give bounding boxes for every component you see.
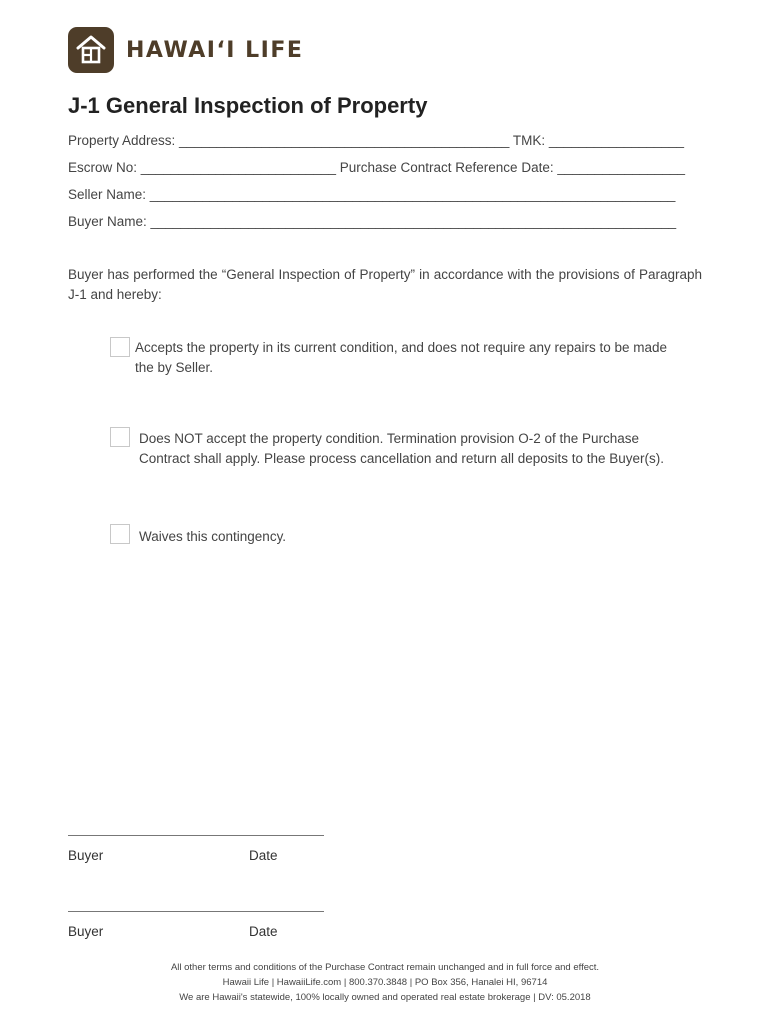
escrow-and-contract-date-field[interactable]: Escrow No: __________________________ Purchase Contract Reference Date: _________________ [68,160,685,175]
company-logo [68,27,303,73]
seller-name-field[interactable]: Seller Name: ______________________________________________________________________ [68,187,676,202]
footer-tagline: We are Hawaii's statewide, 100% locally owned and operated real estate brokerage | DV: 05.2018 [179,992,591,1003]
buyer-signature-label-1: Buyer [68,848,104,863]
buyer-signature-line-1[interactable] [68,835,324,836]
intro-paragraph: Buyer has performed the “General Inspection of Property” in accordance with the provisions of Paragraph J-1 and hereby: [68,267,702,302]
buyer-name-field[interactable]: Buyer Name: ______________________________________________________________________ [68,214,677,229]
company-name: HAWAI‘I LIFE [126,37,304,63]
reject-condition-checkbox[interactable] [110,427,130,447]
footer-terms: All other terms and conditions of the Purchase Contract remain unchanged and in full force and effect. [170,962,600,973]
buyer-signature-line-2[interactable] [68,911,324,912]
waive-contingency-checkbox[interactable] [110,524,130,544]
waive-contingency-label: Waives this contingency. [139,529,287,544]
footer-contact: Hawaii Life | HawaiiLife.com | 800.370.3848 | PO Box 356, Hanalei HI, 96714 [222,977,548,988]
buyer-signature-label-2: Buyer [68,924,104,939]
property-address-field[interactable]: Property Address: ____________________________________________ TMK: __________________ [68,133,685,148]
reject-condition-label: Does NOT accept the property condition. Termination provision O-2 of the Purchase Contract shall apply. Please process cancellation and return all deposits to the Buyer(s). [139,431,665,466]
page-title: J-1 General Inspection of Property [68,93,428,118]
accept-condition-label: Accepts the property in its current condition, and does not require any repairs to be made the by Seller. [135,340,668,375]
footer [0,960,770,1005]
house-door-icon [68,27,114,73]
accept-condition-checkbox[interactable] [110,337,130,357]
date-label-1: Date [249,848,278,863]
date-label-2: Date [249,924,278,939]
